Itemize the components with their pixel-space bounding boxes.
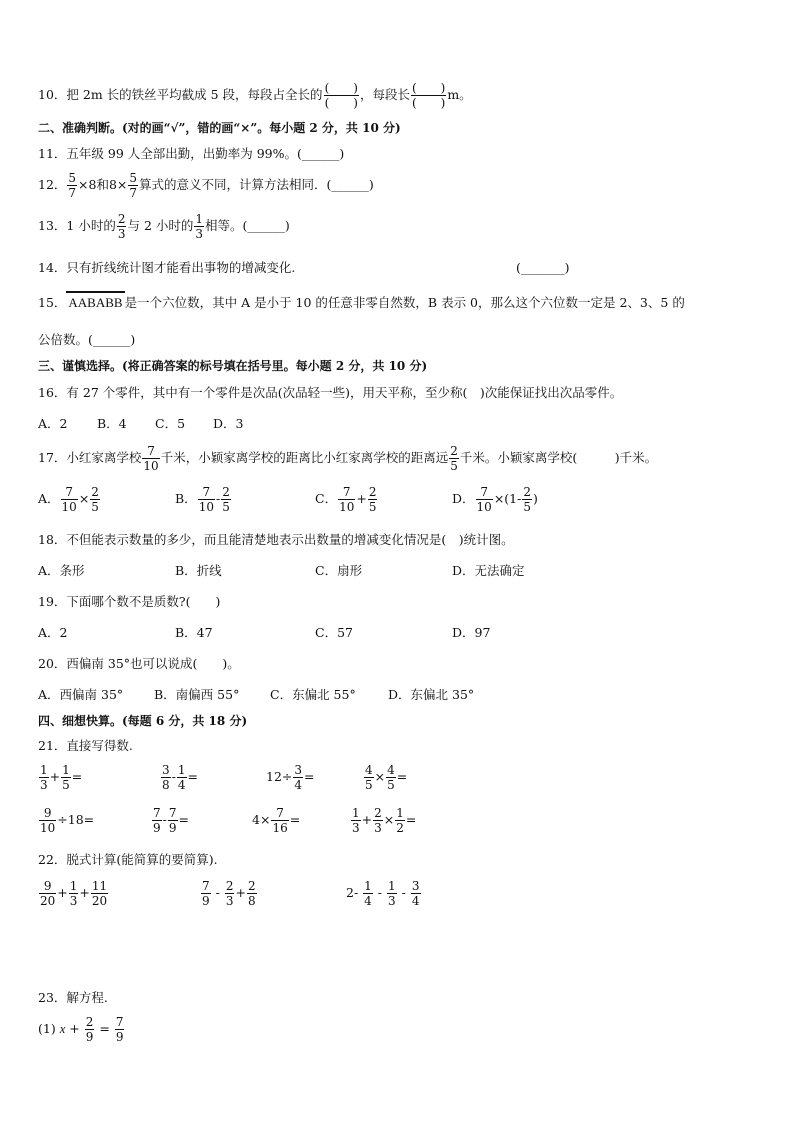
numerator: 5 [129, 171, 138, 185]
fraction [476, 486, 493, 513]
numerator: 4 [365, 763, 373, 777]
text-segment: - [162, 812, 167, 828]
numerator: 9 [43, 879, 52, 893]
text-segment: D． [452, 491, 475, 507]
text-segment: = [405, 812, 417, 828]
numerator: 7 [153, 806, 161, 820]
text-segment: + [361, 812, 373, 828]
numerator: 3 [411, 879, 420, 893]
denominator: 10 [339, 499, 355, 514]
text-segment: = [99, 1021, 110, 1037]
option-a[interactable]: A．西偏南 35° [38, 687, 124, 702]
option-c[interactable]: C．57 [315, 625, 353, 640]
denominator: 10 [476, 499, 492, 514]
denominator: 3 [352, 820, 360, 835]
text-segment: + [79, 885, 90, 901]
text-segment: 4 [252, 812, 260, 828]
numerator: 2 [523, 485, 531, 499]
text-segment: - [401, 885, 406, 901]
denominator: ( ) [324, 95, 358, 110]
denominator: 5 [365, 777, 373, 792]
text-segment: = [83, 812, 95, 828]
denominator: 8 [247, 893, 256, 908]
question-14-answer-blank[interactable]: (_______) [516, 260, 570, 275]
question-22-title: 22．脱式计算(能简算的要简算). [38, 852, 218, 867]
text-segment: - [377, 885, 383, 901]
text-segment: B． [175, 491, 197, 507]
option-b[interactable] [175, 486, 232, 513]
question-15 [38, 296, 685, 310]
denominator: 2 [396, 820, 404, 835]
option-d[interactable] [452, 486, 538, 513]
fraction [351, 807, 361, 834]
text-segment: + [49, 769, 61, 785]
question-14: 14．只有折线统计图才能看出事物的增减变化. [38, 260, 296, 275]
calc-expression [38, 880, 109, 907]
text-segment: 18 [67, 812, 84, 828]
equation-1 [38, 1016, 125, 1043]
denominator: 9 [85, 1029, 94, 1044]
fraction [117, 213, 127, 240]
calc-expression [38, 807, 94, 834]
option-c[interactable]: C．5 [155, 416, 186, 431]
calc-expression [151, 807, 189, 834]
denominator: 5 [450, 458, 458, 473]
denominator: 20 [40, 893, 56, 908]
numerator: 11 [91, 879, 108, 893]
numerator: 7 [115, 1015, 124, 1029]
option-c[interactable]: C．扇形 [315, 563, 363, 578]
calc-expression [200, 880, 258, 907]
numerator: 1 [40, 763, 48, 777]
text-segment: × [374, 769, 386, 785]
denominator: 16 [272, 820, 288, 835]
denominator: 3 [117, 226, 126, 241]
text-segment: - [215, 885, 220, 901]
option-c[interactable] [315, 486, 378, 513]
text-segment: C． [315, 491, 338, 507]
numerator: 1 [388, 879, 396, 893]
text-segment: 与 2 小时的 [127, 218, 194, 234]
numerator: 7 [147, 444, 155, 458]
denominator: 4 [411, 893, 420, 908]
text-segment: ×8和8× [78, 177, 128, 193]
numerator: 3 [294, 763, 303, 777]
text-segment: 千米，小颖家离学校的距离比小红家离学校的距离远 [160, 450, 449, 466]
text-segment: = [178, 812, 189, 828]
fraction [39, 807, 56, 834]
denominator: 5 [222, 499, 230, 514]
fraction [115, 1016, 125, 1043]
question-16: 16．有 27 个零件，其中有一个零件是次品(次品轻一些)，用天平称，至少称( )次能保证找出次品零件。 [38, 385, 623, 400]
denominator: 10 [198, 499, 214, 514]
fraction [373, 807, 383, 834]
fraction [198, 486, 215, 513]
text-segment: ，每段长 [359, 87, 410, 103]
denominator: 9 [115, 1029, 124, 1044]
numerator: 7 [202, 879, 210, 893]
text-segment: A． [38, 491, 60, 507]
question-18: 18．不但能表示数量的多少，而且能清楚地表示出数量的增减变化情况是( )统计图。 [38, 532, 514, 547]
text-segment: = [71, 769, 83, 785]
text-segment: × [259, 812, 271, 828]
option-a[interactable]: A．2 [38, 625, 68, 640]
question-15-continued: 公倍数。(______) [38, 332, 136, 347]
numerator: 7 [480, 485, 488, 499]
numerator: 2 [222, 485, 230, 499]
question-23-title: 23．解方程. [38, 990, 108, 1005]
option-a[interactable]: A．2 [38, 416, 68, 431]
blank-fraction [324, 82, 359, 109]
fraction [363, 880, 373, 907]
text-segment: x [59, 1022, 66, 1037]
denominator: 5 [387, 777, 395, 792]
fraction [168, 807, 178, 834]
denominator: 20 [91, 893, 108, 908]
denominator: 4 [177, 777, 186, 792]
denominator: 7 [68, 185, 77, 200]
denominator: 3 [225, 893, 234, 908]
fraction [194, 213, 204, 240]
denominator: 4 [294, 777, 303, 792]
text-segment: 是一个六位数，其中 A 是小于 10 的任意非零自然数，B 表示 0，那么这个六位数一定是 2、3、5 的 [124, 295, 685, 310]
numerator: 4 [387, 763, 395, 777]
calc-expression [160, 764, 198, 791]
fraction [225, 880, 235, 907]
option-d[interactable]: D．东偏北 35° [388, 687, 475, 702]
text-segment: 17．小红家离学校 [38, 450, 142, 466]
question-13 [38, 213, 290, 240]
question-21-title: 21．直接写得数. [38, 738, 133, 753]
numerator: 7 [202, 485, 211, 499]
denominator: 3 [69, 893, 78, 908]
question-20: 20．西偏南 35°也可以说成( )。 [38, 656, 240, 671]
denominator: 5 [62, 777, 70, 792]
numerator: 2 [91, 485, 99, 499]
text-segment: = [289, 812, 301, 828]
text-segment: 算式的意义不同，计算方法相同．(______) [139, 177, 374, 193]
fraction [364, 764, 374, 791]
option-d[interactable]: D．97 [452, 625, 491, 640]
fraction [411, 880, 421, 907]
numerator: 2 [368, 485, 377, 499]
option-a[interactable]: A．条形 [38, 563, 85, 578]
text-segment: - [215, 491, 221, 507]
section-4-heading: 四、细想快算。(每题 6 分，共 18 分) [38, 714, 248, 728]
denominator: 5 [523, 499, 531, 514]
fraction [69, 880, 79, 907]
fraction [61, 764, 71, 791]
option-c[interactable]: C．东偏北 55° [270, 687, 356, 702]
numerator: 1 [195, 212, 204, 226]
numerator: 2 [247, 879, 256, 893]
text-segment: + [57, 885, 68, 901]
denominator: 9 [168, 820, 177, 835]
numerator: 2 [450, 444, 458, 458]
denominator: 3 [195, 226, 204, 241]
denominator: 7 [129, 185, 138, 200]
fraction [449, 445, 459, 472]
numerator: 1 [396, 806, 404, 820]
numerator: 1 [62, 763, 70, 777]
option-d[interactable]: D．3 [213, 416, 244, 431]
fraction [395, 807, 405, 834]
fraction [142, 445, 159, 472]
text-segment: 12． [38, 177, 67, 193]
question-19: 19．下面哪个数不是质数?( ) [38, 594, 221, 609]
fraction [293, 764, 303, 791]
calc-expression [266, 764, 315, 791]
calc-expression [252, 807, 300, 834]
denominator: 5 [91, 499, 99, 514]
denominator: 9 [153, 820, 161, 835]
text-segment: = [187, 769, 198, 785]
denominator: ( ) [411, 95, 446, 110]
numerator: 2 [85, 1015, 94, 1029]
fraction [338, 486, 355, 513]
fraction [368, 486, 378, 513]
fraction [91, 880, 108, 907]
section-3-heading: 三、谨慎选择。(将正确答案的标号填在括号里。每小题 2 分，共 10 分) [38, 359, 428, 373]
fraction [177, 764, 187, 791]
numerator: 1 [352, 806, 360, 820]
numerator: 2 [225, 879, 234, 893]
calc-expression [346, 880, 422, 907]
option-b[interactable]: B．南偏西 55° [154, 687, 240, 702]
denominator: 10 [40, 820, 56, 835]
text-segment: × [383, 812, 395, 828]
denominator: 3 [388, 893, 396, 908]
question-12 [38, 172, 374, 199]
fraction [201, 880, 211, 907]
overlined-number: AABABB [66, 291, 124, 310]
numerator: 7 [276, 806, 284, 820]
fraction [152, 807, 162, 834]
text-segment: 2 [346, 885, 354, 901]
text-segment: (1) [38, 1021, 56, 1037]
numerator: 5 [68, 171, 77, 185]
text-segment: + [69, 1021, 80, 1037]
text-segment: = [304, 769, 315, 785]
option-b[interactable]: B．47 [175, 625, 213, 640]
fraction [61, 486, 78, 513]
numerator: ( ) [411, 81, 446, 95]
denominator: 3 [374, 820, 382, 835]
text-segment: 13．1 小时的 [38, 218, 116, 234]
denominator: 10 [143, 458, 159, 473]
numerator: 1 [69, 879, 78, 893]
numerator: 9 [43, 806, 52, 820]
text-segment: 相等。(______) [205, 218, 290, 234]
question-10 [38, 82, 472, 109]
option-d[interactable]: D．无法确定 [452, 563, 525, 578]
text-segment: ÷ [281, 769, 293, 785]
text-segment: 12 [266, 769, 282, 785]
calc-expression [350, 807, 416, 834]
numerator: 7 [342, 485, 351, 499]
numerator: 7 [168, 806, 177, 820]
text-segment: - [171, 769, 176, 785]
denominator: 3 [40, 777, 48, 792]
option-b[interactable]: B．4 [97, 416, 127, 431]
question-11: 11．五年级 99 人全部出勤，出勤率为 99%。(______) [38, 146, 345, 161]
fraction [386, 764, 396, 791]
fraction [67, 172, 77, 199]
text-segment: 15． [38, 295, 67, 310]
fraction [247, 880, 257, 907]
calc-expression [38, 764, 82, 791]
numerator: 7 [65, 485, 73, 499]
fraction [90, 486, 100, 513]
fraction [128, 172, 138, 199]
question-17 [38, 445, 657, 472]
numerator: 2 [374, 806, 382, 820]
numerator: 1 [364, 879, 372, 893]
numerator: 1 [177, 763, 186, 777]
fraction [271, 807, 288, 834]
denominator: 8 [162, 777, 170, 792]
denominator: 9 [202, 893, 210, 908]
calc-expression [363, 764, 407, 791]
blank-fraction [411, 82, 446, 109]
text-segment: ×(1- [493, 491, 522, 507]
denominator: 10 [61, 499, 77, 514]
text-segment: + [235, 885, 246, 901]
text-segment: ÷ [57, 812, 68, 828]
fraction [39, 764, 49, 791]
denominator: 4 [364, 893, 372, 908]
fraction [522, 486, 532, 513]
numerator: 3 [162, 763, 170, 777]
section-2-heading: 二、准确判断。(对的画“√”，错的画“×”。每小题 2 分，共 10 分) [38, 121, 401, 135]
numerator: ( ) [324, 81, 358, 95]
option-b[interactable]: B．折线 [175, 563, 222, 578]
text-segment: - [353, 885, 359, 901]
numerator: 2 [117, 212, 126, 226]
fraction [387, 880, 397, 907]
text-segment: ) [532, 491, 538, 507]
fraction [161, 764, 171, 791]
text-segment: 千米。小颖家离学校( )千米。 [459, 450, 658, 466]
text-segment: + [356, 491, 367, 507]
text-segment: 10．把 2m 长的铁丝平均截成 5 段，每段占全长的 [38, 87, 323, 103]
text-segment: × [78, 491, 90, 507]
text-segment: = [396, 769, 408, 785]
fraction [39, 880, 56, 907]
text-segment: m。 [447, 87, 472, 103]
denominator: 5 [368, 499, 377, 514]
fraction [85, 1016, 95, 1043]
fraction [221, 486, 231, 513]
option-a[interactable] [38, 486, 101, 513]
